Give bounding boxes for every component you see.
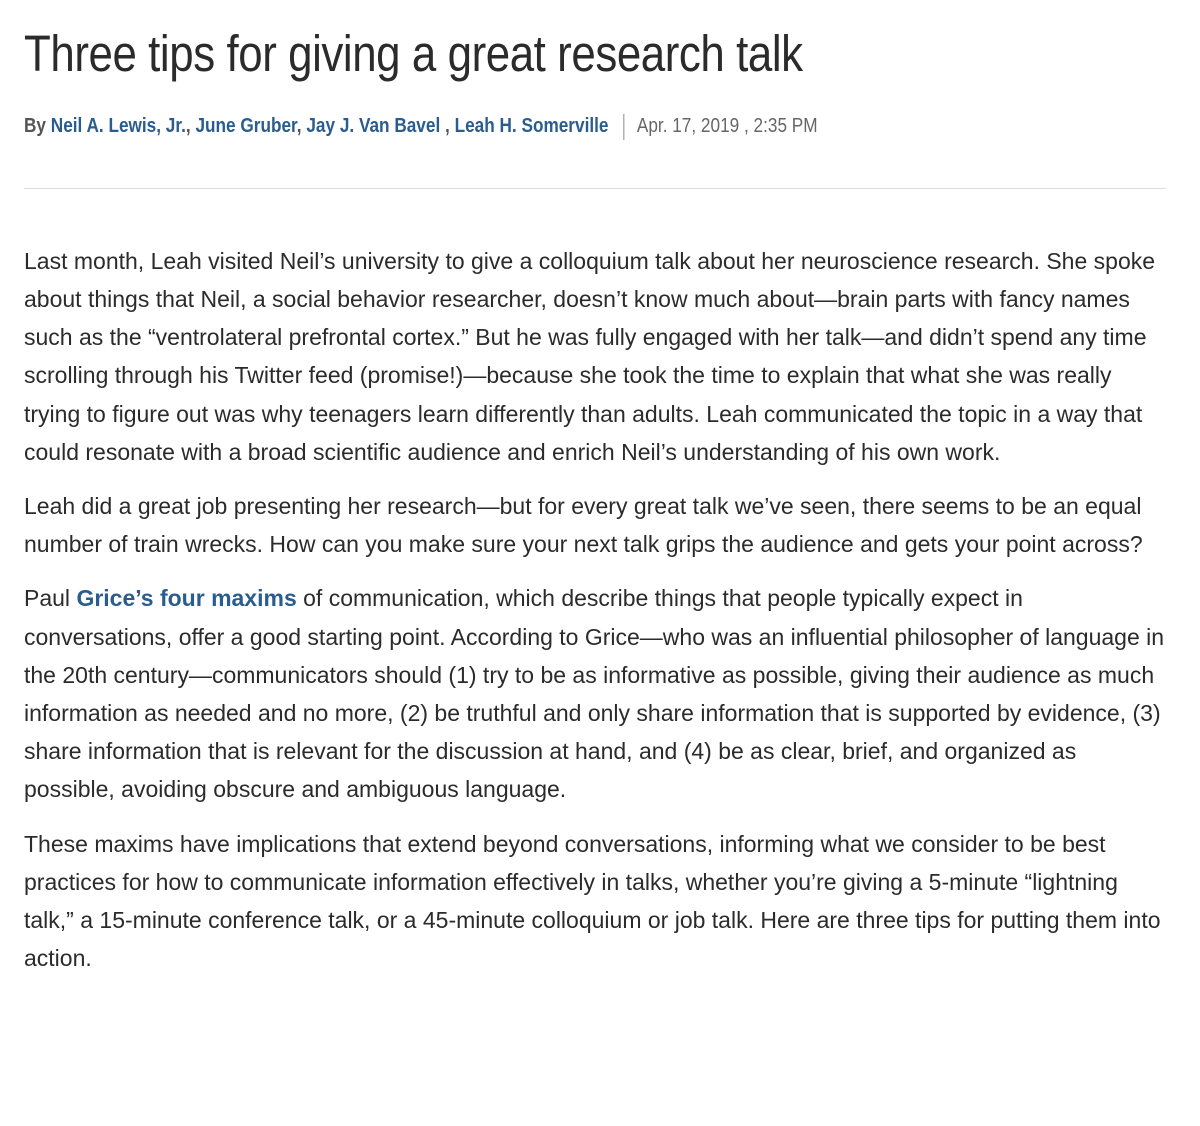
article-body xyxy=(24,242,1166,978)
author-link-june-gruber[interactable]: June Gruber xyxy=(195,115,297,137)
byline xyxy=(24,113,1006,140)
publish-date: Apr. 17, 2019 , 2:35 PM xyxy=(636,115,818,137)
byline-divider xyxy=(624,114,625,140)
paragraph xyxy=(24,579,1166,808)
paragraph: Last month, Leah visited Neil’s university to give a colloquium talk about her neuroscience research. She spoke about things that Neil, a social behavior researcher, doesn’t know much about—brain parts with fancy names such as the “ventrolateral prefrontal cortex.” But he was fully engaged with her talk—and didn’t spend any time scrolling through his Twitter feed (promise!)—because she took the time to explain that what she was really trying to figure out was why teenagers learn differently than adults. Leah communicated the topic in a way that could resonate with a broad scientific audience and enrich Neil’s understanding of his own work. xyxy=(24,247,1156,465)
article xyxy=(24,0,1166,993)
grice-maxims-link[interactable]: Grice’s four maxims xyxy=(76,585,297,612)
author-separator: , xyxy=(185,115,196,137)
author-link-leah-somerville[interactable]: Leah H. Somerville xyxy=(454,115,609,137)
paragraph: Leah did a great job presenting her research—but for every great talk we’ve seen, there seems to be an equal number of train wrecks. How can you make sure your next talk grips the audience and gets your point across? xyxy=(24,492,1143,558)
author-link-jay-van-bavel[interactable]: Jay J. Van Bavel xyxy=(306,115,441,137)
header-divider xyxy=(24,188,1166,189)
paragraph: These maxims have implications that extend beyond conversations, informing what we consider to be best practices for how to communicate information effectively in talks, whether you’re giving a 5-minute “lightning talk,” a 15-minute conference talk, or a 45-minute colloquium or job talk. Here are three tips for putting them into action. xyxy=(24,830,1161,972)
author-separator: , xyxy=(296,115,307,137)
author-separator: , xyxy=(440,115,455,137)
article-title: Three tips for giving a great research talk xyxy=(24,25,803,82)
author-link-neil-lewis[interactable]: Neil A. Lewis, Jr. xyxy=(50,115,186,137)
paragraph-text: of communication, which describe things that people typically expect in conversations, offer a good starting point. According to Grice—who was an influential philosopher of language in the 20th century—communicators should (1) try to be as informative as possible, giving their audience as much information as needed and no more, (2) be truthful and only share information that is supported by evidence, (3) share information that is relevant for the discussion at hand, and (4) be as clear, brief, and organized as possible, avoiding obscure and ambiguous language. xyxy=(24,585,1165,803)
byline-prefix: By xyxy=(24,115,46,137)
paragraph-text: Paul xyxy=(24,585,77,612)
